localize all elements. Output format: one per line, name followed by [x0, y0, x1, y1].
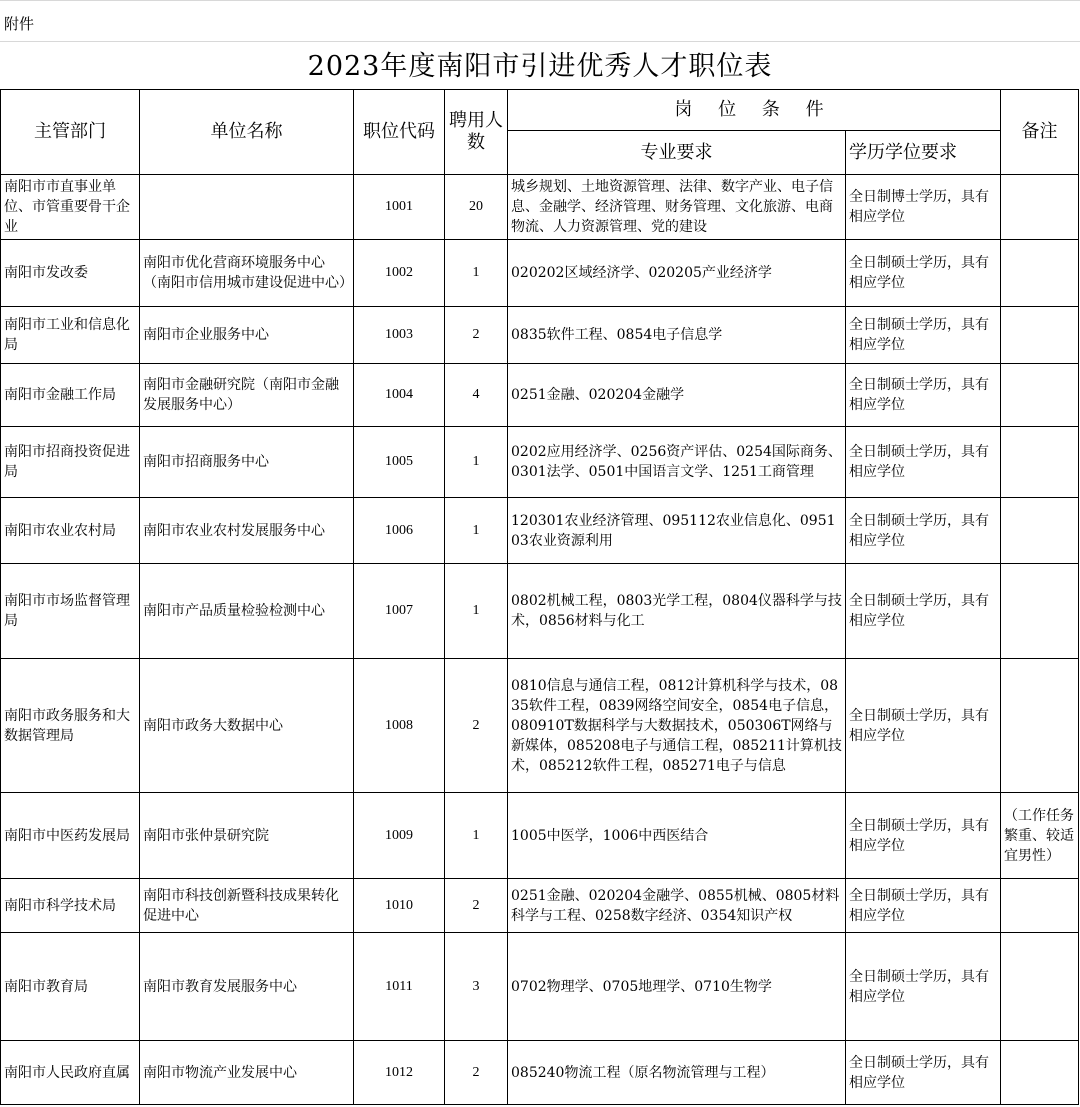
cell-degree: 全日制硕士学历，具有相应学位 — [846, 793, 1001, 879]
header-code: 职位代码 — [354, 90, 445, 175]
table-row — [1, 659, 1079, 793]
cell-note — [1001, 498, 1079, 564]
cell-count: 1 — [445, 793, 508, 879]
cell-note — [1001, 879, 1079, 933]
header-major: 专业要求 — [508, 131, 846, 175]
cell-major: 085240物流工程（原名物流管理与工程） — [508, 1041, 846, 1105]
cell-degree: 全日制硕士学历，具有相应学位 — [846, 659, 1001, 793]
attachment-label: 附件 — [0, 0, 1080, 42]
header-unit: 单位名称 — [140, 90, 354, 175]
cell-note — [1001, 1041, 1079, 1105]
cell-count: 2 — [445, 659, 508, 793]
cell-code: 1009 — [354, 793, 445, 879]
cell-count: 1 — [445, 427, 508, 498]
cell-note — [1001, 240, 1079, 307]
cell-degree: 全日制硕士学历，具有相应学位 — [846, 933, 1001, 1041]
cell-note — [1001, 364, 1079, 427]
table-row — [1, 240, 1079, 307]
cell-count: 1 — [445, 564, 508, 659]
cell-dept: 南阳市金融工作局 — [1, 364, 140, 427]
cell-dept: 南阳市人民政府直属 — [1, 1041, 140, 1105]
cell-code: 1003 — [354, 307, 445, 364]
cell-dept: 南阳市工业和信息化局 — [1, 307, 140, 364]
cell-major: 1005中医学，1006中西医结合 — [508, 793, 846, 879]
cell-degree: 全日制硕士学历，具有相应学位 — [846, 364, 1001, 427]
cell-unit: 南阳市产品质量检验检测中心 — [140, 564, 354, 659]
cell-code: 1010 — [354, 879, 445, 933]
cell-code: 1004 — [354, 364, 445, 427]
cell-major: 0251金融、020204金融学、0855机械、0805材料科学与工程、0258数字经济、0354知识产权 — [508, 879, 846, 933]
table-row — [1, 175, 1079, 240]
cell-count: 2 — [445, 879, 508, 933]
cell-unit: 南阳市招商服务中心 — [140, 427, 354, 498]
cell-degree: 全日制硕士学历，具有相应学位 — [846, 879, 1001, 933]
cell-degree: 全日制硕士学历，具有相应学位 — [846, 498, 1001, 564]
cell-unit: 南阳市张仲景研究院 — [140, 793, 354, 879]
cell-code: 1012 — [354, 1041, 445, 1105]
cell-dept: 南阳市市场监督管理局 — [1, 564, 140, 659]
cell-major: 020202区域经济学、020205产业经济学 — [508, 240, 846, 307]
cell-note — [1001, 564, 1079, 659]
page-title: 2023年度南阳市引进优秀人才职位表 — [307, 51, 773, 82]
cell-unit: 南阳市优化营商环境服务中心（南阳市信用城市建设促进中心） — [140, 240, 354, 307]
header-conditions: 岗 位 条 件 — [508, 90, 1001, 131]
table-row — [1, 793, 1079, 879]
cell-major: 0251金融、020204金融学 — [508, 364, 846, 427]
cell-major: 0835软件工程、0854电子信息学 — [508, 307, 846, 364]
cell-degree: 全日制硕士学历，具有相应学位 — [846, 240, 1001, 307]
cell-dept: 南阳市招商投资促进局 — [1, 427, 140, 498]
cell-note: （工作任务繁重、较适宜男性） — [1001, 793, 1079, 879]
cell-dept: 南阳市中医药发展局 — [1, 793, 140, 879]
cell-count: 4 — [445, 364, 508, 427]
cell-degree: 全日制硕士学历，具有相应学位 — [846, 1041, 1001, 1105]
cell-dept: 南阳市科学技术局 — [1, 879, 140, 933]
cell-unit: 南阳市金融研究院（南阳市金融发展服务中心） — [140, 364, 354, 427]
cell-count: 1 — [445, 240, 508, 307]
cell-note — [1001, 659, 1079, 793]
cell-dept: 南阳市教育局 — [1, 933, 140, 1041]
cell-degree: 全日制硕士学历，具有相应学位 — [846, 564, 1001, 659]
cell-unit — [140, 175, 354, 240]
cell-code: 1001 — [354, 175, 445, 240]
cell-code: 1007 — [354, 564, 445, 659]
cell-major: 0202应用经济学、0256资产评估、0254国际商务、0301法学、0501中国语言文学、1251工商管理 — [508, 427, 846, 498]
table-row — [1, 498, 1079, 564]
cell-dept: 南阳市发改委 — [1, 240, 140, 307]
cell-count: 3 — [445, 933, 508, 1041]
cell-major: 120301农业经济管理、095112农业信息化、095103农业资源利用 — [508, 498, 846, 564]
cell-dept: 南阳市政务服务和大数据管理局 — [1, 659, 140, 793]
cell-unit: 南阳市企业服务中心 — [140, 307, 354, 364]
cell-degree: 全日制硕士学历，具有相应学位 — [846, 307, 1001, 364]
cell-major: 0702物理学、0705地理学、0710生物学 — [508, 933, 846, 1041]
position-table — [0, 89, 1079, 1105]
table-row — [1, 933, 1079, 1041]
cell-unit: 南阳市科技创新暨科技成果转化促进中心 — [140, 879, 354, 933]
table-row — [1, 1041, 1079, 1105]
table-row — [1, 427, 1079, 498]
cell-unit: 南阳市农业农村发展服务中心 — [140, 498, 354, 564]
table-row — [1, 307, 1079, 364]
cell-code: 1005 — [354, 427, 445, 498]
cell-major: 0802机械工程，0803光学工程，0804仪器科学与技术，0856材料与化工 — [508, 564, 846, 659]
cell-dept: 南阳市市直事业单位、市管重要骨干企业 — [1, 175, 140, 240]
cell-note — [1001, 175, 1079, 240]
cell-note — [1001, 427, 1079, 498]
cell-count: 1 — [445, 498, 508, 564]
table-row — [1, 364, 1079, 427]
cell-unit: 南阳市政务大数据中心 — [140, 659, 354, 793]
cell-dept: 南阳市农业农村局 — [1, 498, 140, 564]
table-row — [1, 879, 1079, 933]
cell-count: 2 — [445, 1041, 508, 1105]
cell-count: 20 — [445, 175, 508, 240]
cell-note — [1001, 933, 1079, 1041]
cell-unit: 南阳市物流产业发展中心 — [140, 1041, 354, 1105]
cell-degree: 全日制博士学历，具有相应学位 — [846, 175, 1001, 240]
header-dept: 主管部门 — [1, 90, 140, 175]
cell-unit: 南阳市教育发展服务中心 — [140, 933, 354, 1041]
cell-code: 1008 — [354, 659, 445, 793]
cell-note — [1001, 307, 1079, 364]
header-note: 备注 — [1001, 90, 1079, 175]
cell-degree: 全日制硕士学历，具有相应学位 — [846, 427, 1001, 498]
header-count: 聘用人数 — [445, 90, 508, 175]
cell-major: 城乡规划、土地资源管理、法律、数字产业、电子信息、金融学、经济管理、财务管理、文化旅游、电商物流、人力资源管理、党的建设 — [508, 175, 846, 240]
header-degree: 学历学位要求 — [846, 131, 1001, 175]
cell-code: 1002 — [354, 240, 445, 307]
cell-code: 1006 — [354, 498, 445, 564]
cell-major: 0810信息与通信工程，0812计算机科学与技术，0835软件工程，0839网络空间安全，0854电子信息，080910T数据科学与大数据技术，050306T网络与新媒体，085208电子与通信工程，085211计算机技术，085212软件工程，085271电子与信息 — [508, 659, 846, 793]
cell-count: 2 — [445, 307, 508, 364]
cell-code: 1011 — [354, 933, 445, 1041]
table-row — [1, 564, 1079, 659]
